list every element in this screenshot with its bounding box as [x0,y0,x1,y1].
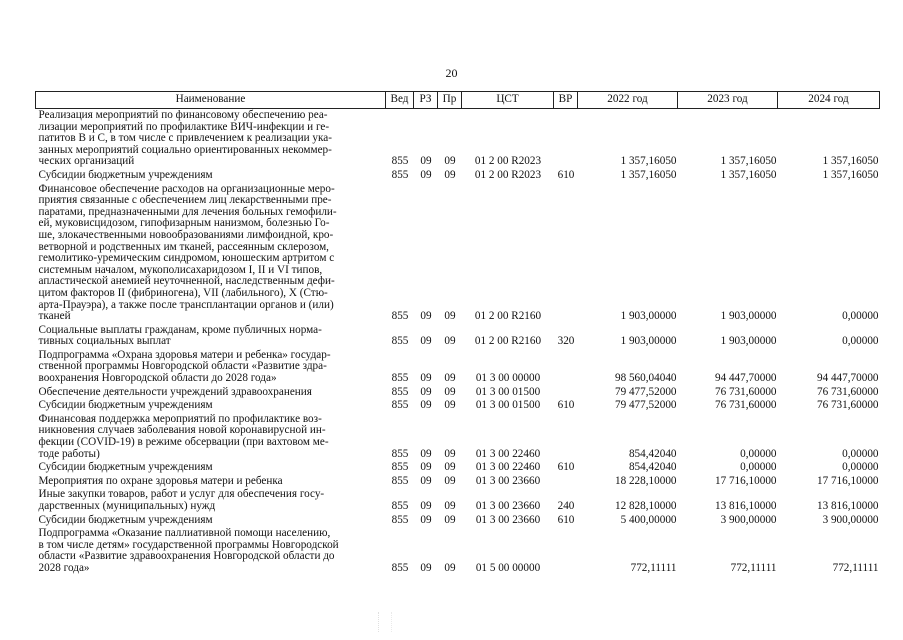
row-name: Субсидии бюджетным учреждениям [38,399,213,412]
row-2024: 13 816,10000 [816,500,879,512]
row-pr: 09 [444,474,456,487]
row-cst: 01 2 00 R2023 [474,155,542,168]
row-vr [554,475,578,489]
table-row [36,514,880,528]
row-vr [554,109,578,169]
table-row [36,527,880,575]
row-cst: 01 3 00 22460 [475,461,541,474]
row-2022: 1 357,16050 [620,155,677,168]
table-row [36,386,880,400]
row-name: Обеспечение деятельности учреждений здравоохранения [38,385,312,398]
row-2022: 98 560,04040 [614,372,677,385]
table-row [36,413,880,461]
row-cst: 01 2 00 R2023 [474,168,542,181]
row-2024: 76 731,60000 [816,399,879,412]
row-vr [554,413,578,461]
row-2022: 854,42040 [628,461,677,474]
row-name: Субсидии бюджетным учреждениям [38,513,213,526]
row-vr: 320 [557,335,575,348]
row-ved: 855 [391,155,409,168]
row-pr: 09 [444,500,456,512]
row-vr [554,386,578,400]
row-name: Подпрограмма «Охрана здоровья матери и ребенка» государ- ственной программы Новгородской области «Развитие здра- воохранения Новгородской области до 2028 года» [38,348,331,385]
row-rz: 09 [420,385,432,398]
row-2023: 1 903,00000 [720,310,777,323]
row-2024: 772,11111 [832,561,879,574]
row-ved: 855 [391,372,409,385]
row-cst: 01 3 00 23660 [475,500,541,512]
row-pr: 09 [444,561,456,574]
header-cst: ЦСТ [462,92,554,109]
row-pr: 09 [444,372,456,385]
row-name: Реализация мероприятий по финансовому обеспечению реа- лизации мероприятий по профилактике ВИЧ-инфекции и ге- патитов В и С, в том числе с привлечением к реализации ука- занных мероприятий социально ориентированных некоммер- ческих организаций [38,109,332,168]
row-2022: 79 477,52000 [614,399,677,412]
row-ved: 855 [391,335,409,348]
header-2022: 2022 год [578,92,678,109]
row-rz: 09 [420,447,432,460]
row-pr: 09 [444,447,456,460]
row-ved: 855 [391,310,409,323]
row-2022: 12 828,10000 [614,500,677,512]
table-body [36,109,880,576]
row-cst: 01 3 00 23660 [475,474,541,487]
row-ved: 855 [391,385,409,398]
row-cst: 01 3 00 01500 [475,399,541,412]
header-pr: Пр [438,92,462,109]
row-cst: 01 5 00 00000 [475,561,541,574]
table-row [36,488,880,513]
row-2023: 3 900,00000 [720,513,777,526]
page-number: 20 [445,66,458,80]
row-2024: 1 357,16050 [822,155,879,168]
row-2023: 76 731,60000 [714,399,777,412]
row-2023: 772,11111 [730,561,777,574]
row-cst: 01 3 00 00000 [475,372,541,385]
row-vr [554,349,578,386]
row-2023: 1 357,16050 [720,155,777,168]
row-cst: 01 3 00 01500 [475,385,541,398]
row-ved: 855 [391,561,409,574]
row-vr [554,183,578,324]
row-ved: 855 [391,474,409,487]
row-rz: 09 [420,461,432,474]
table-row [36,169,880,183]
header-rz: РЗ [414,92,438,109]
row-pr: 09 [444,168,456,181]
row-2023: 0,00000 [740,447,777,460]
row-2022: 1 903,00000 [620,310,677,323]
row-rz: 09 [420,561,432,574]
row-cst: 01 3 00 22460 [475,447,541,460]
row-2024: 76 731,60000 [816,385,879,398]
row-2024: 3 900,00000 [822,513,879,526]
row-name: Субсидии бюджетным учреждениям [38,168,213,181]
row-2023: 1 357,16050 [720,168,777,181]
row-2023: 1 903,00000 [720,335,777,348]
row-rz: 09 [420,155,432,168]
row-ved: 855 [391,399,409,412]
row-2024: 0,00000 [842,335,879,348]
row-cst: 01 2 00 R2160 [474,335,542,348]
table-row [36,475,880,489]
row-ved: 855 [391,500,409,512]
row-2023: 94 447,70000 [714,372,777,385]
header-2024: 2024 год [778,92,880,109]
row-ved: 855 [391,513,409,526]
row-name: Финансовая поддержка мероприятий по профилактике воз- никновения случаев заболевания новой коронавирусной ин- фекции (COVID-19) в режиме обсервации (при вахтовом ме- тоде работы) [38,412,329,460]
row-pr: 09 [444,461,456,474]
header-vr: ВР [554,92,578,109]
row-2022: 1 903,00000 [620,335,677,348]
row-vr: 610 [557,399,575,412]
row-name: Социальные выплаты гражданам, кроме публичных норма- тивных социальных выплат [38,323,322,348]
row-pr: 09 [444,399,456,412]
row-rz: 09 [420,372,432,385]
row-ved: 855 [391,461,409,474]
row-2024: 0,00000 [842,461,879,474]
row-pr: 09 [444,155,456,168]
row-rz: 09 [420,474,432,487]
row-vr [554,527,578,575]
row-cst: 01 2 00 R2160 [474,310,542,323]
row-pr: 09 [444,513,456,526]
row-vr: 610 [557,513,575,526]
row-name: Субсидии бюджетным учреждениям [38,461,213,474]
row-rz: 09 [420,500,432,512]
row-vr: 610 [557,461,575,474]
row-name: Финансовое обеспечение расходов на организационные меро- приятия связанные с обеспечением лиц лекарственными пре- паратами, предназначенными для лечения больных гемофили- ей, муковисцидозом, гипофизарным нанизмом, болезнью Го- ше, злокачественными новообразованиями лимфоидной, кро- ветворной и родственных им тканей, рассеянным склерозом, гемолитико-уремическим синдромом, юношеским артритом с системным началом, мукополисахаридозом I, II и VI типов, апластической анемией неуточненной, наследственным дефи- цитом факторов II (фибриногена), VII (лабильного), X (Стю- арта-Прауэра), а также после трансплантации органов и (или) тканей [38,182,337,323]
row-rz: 09 [420,168,432,181]
row-rz: 09 [420,335,432,348]
header-name: Наименование [36,92,386,109]
row-2023: 76 731,60000 [714,385,777,398]
table-row [36,399,880,413]
budget-table [35,91,880,576]
table-header-row [36,92,880,109]
row-rz: 09 [420,513,432,526]
row-2022: 18 228,10000 [614,474,677,487]
row-2024: 94 447,70000 [816,372,879,385]
row-2023: 13 816,10000 [714,500,777,512]
row-vr: 610 [557,168,575,181]
table-row [36,109,880,169]
row-2024: 17 716,10000 [816,474,879,487]
row-2024: 0,00000 [842,447,879,460]
row-2022: 5 400,00000 [620,513,677,526]
table-row [36,324,880,349]
row-cst: 01 3 00 23660 [475,513,541,526]
table-row [36,349,880,386]
row-2022: 1 357,16050 [620,168,677,181]
row-rz: 09 [420,399,432,412]
row-ved: 855 [391,447,409,460]
row-2023: 0,00000 [740,461,777,474]
row-2022: 772,11111 [630,561,677,574]
row-2024: 1 357,16050 [822,168,879,181]
row-pr: 09 [444,335,456,348]
row-pr: 09 [444,310,456,323]
scan-artifact [378,612,392,632]
row-rz: 09 [420,310,432,323]
row-2024: 0,00000 [842,310,879,323]
table-row [36,461,880,475]
header-ved: Вед [386,92,414,109]
row-2023: 17 716,10000 [714,474,777,487]
row-vr: 240 [557,500,575,512]
row-pr: 09 [444,385,456,398]
row-name: Иные закупки товаров, работ и услуг для обеспечения госу- дарственных (муниципальных) нужд [38,488,325,512]
row-2022: 854,42040 [628,447,677,460]
row-ved: 855 [391,168,409,181]
row-name: Мероприятия по охране здоровья матери и ребенка [38,474,283,487]
table-row [36,183,880,324]
row-2022: 79 477,52000 [614,385,677,398]
row-name: Подпрограмма «Оказание паллиативной помощи населению, в том числе детям» государственной программы Новгородской области «Развитие здравоохранения Новгородской области до 2028 года» [38,527,339,574]
header-2023: 2023 год [678,92,778,109]
